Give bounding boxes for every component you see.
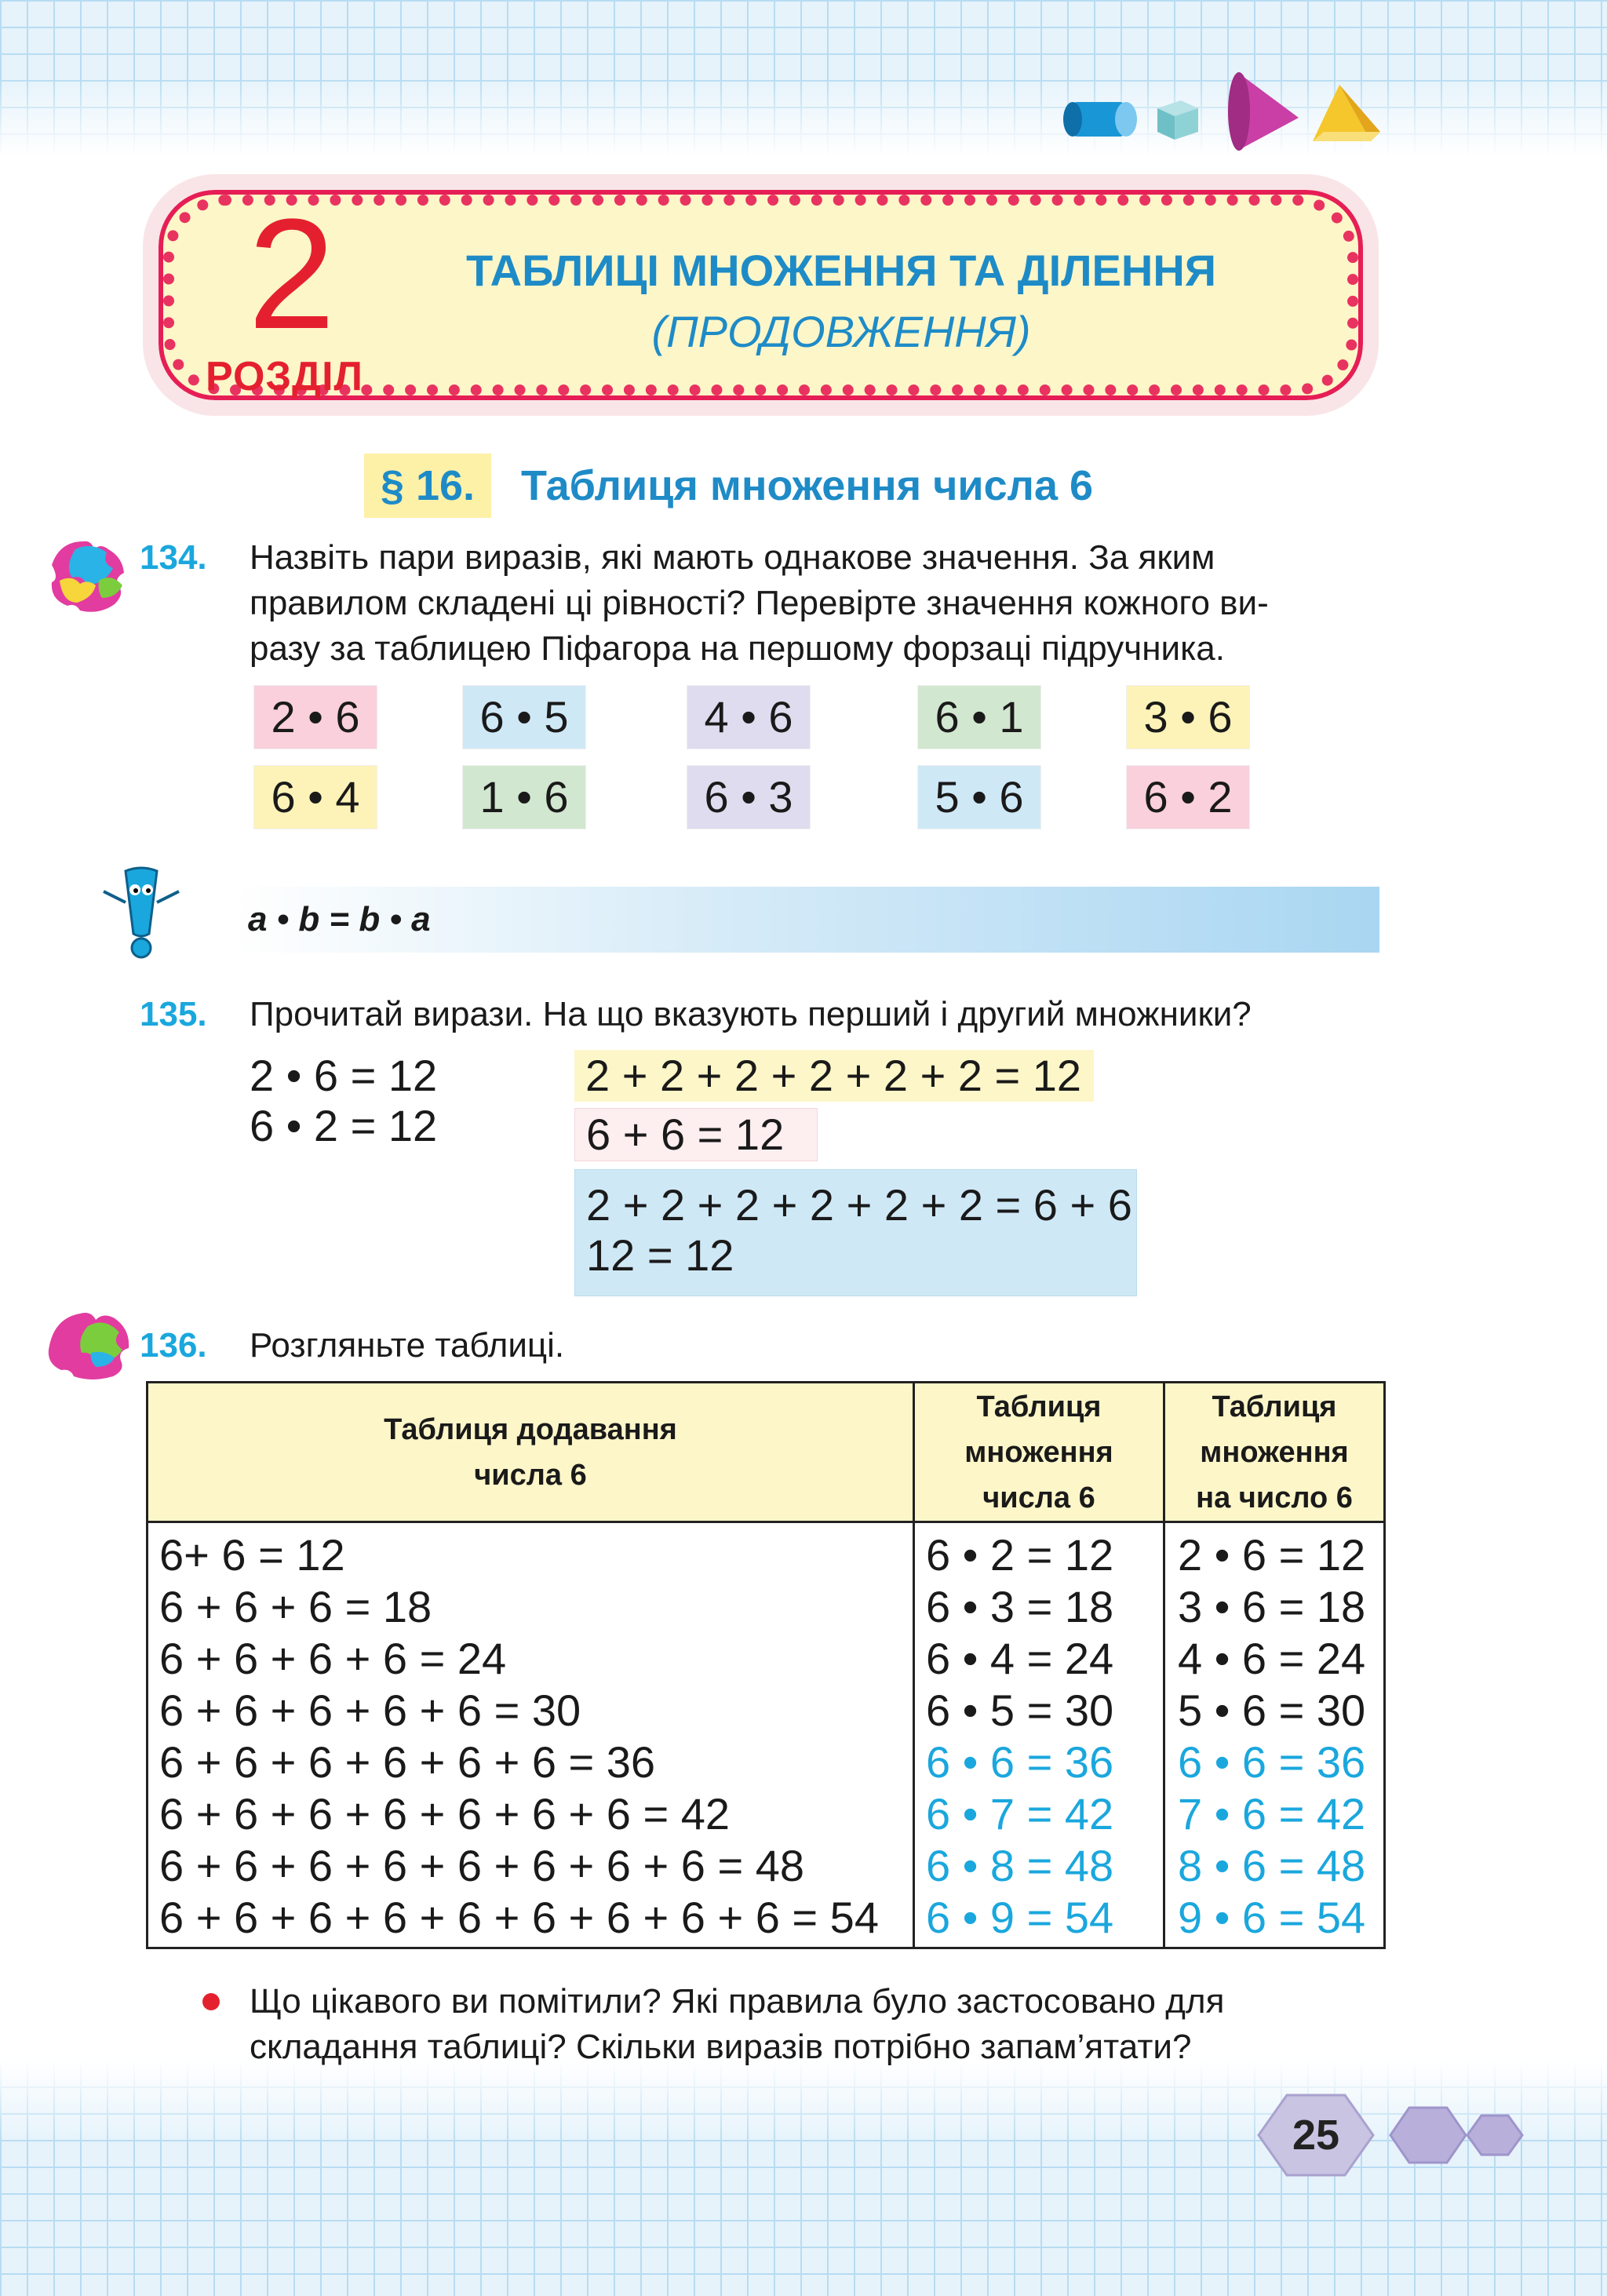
table-row: 4 • 6 = 24 — [1178, 1634, 1366, 1683]
table-row: 6 + 6 + 6 + 6 + 6 = 30 — [159, 1686, 581, 1735]
comparison-box — [574, 1169, 1137, 1296]
puzzle-icon — [44, 1303, 138, 1381]
question-line-2: складання таблиці? Скільки виразів потрібно запам’ятати? — [250, 2028, 1192, 2066]
cylinder-icon — [1063, 102, 1137, 137]
expression-chip: 6 • 1 — [918, 686, 1040, 749]
table-row: 6 • 4 = 24 — [926, 1634, 1114, 1683]
exclamation-mascot-icon — [94, 863, 188, 965]
table-row: 6 • 7 = 42 — [926, 1789, 1114, 1839]
geometric-shapes — [1063, 63, 1393, 157]
sum-of-sixes: 6 + 6 = 12 — [574, 1108, 818, 1161]
header-line: числа 6 — [474, 1458, 587, 1492]
expression-chip: 1 • 6 — [463, 766, 585, 829]
header-line: Таблиця — [976, 1390, 1102, 1423]
table-row: 6 • 2 = 12 — [926, 1530, 1114, 1580]
table-row: 6 • 8 = 48 — [926, 1841, 1114, 1890]
table-row: 6 + 6 + 6 + 6 + 6 + 6 + 6 + 6 + 6 = 54 — [159, 1893, 879, 1942]
cone-icon — [1228, 72, 1299, 151]
header-line: числа 6 — [982, 1481, 1095, 1514]
expression-chip: 6 • 5 — [463, 686, 585, 749]
table-row: 6 • 6 = 36 — [926, 1737, 1114, 1787]
puzzle-icon — [44, 534, 138, 612]
table-row: 6 + 6 + 6 + 6 + 6 + 6 + 6 + 6 = 48 — [159, 1841, 805, 1890]
exercise-134-line-2: правилом складені ці рівності? Перевірте значення кожного ви- — [250, 584, 1269, 622]
header-line: множення — [1200, 1435, 1349, 1469]
chapter-label: РОЗДІЛ — [206, 354, 363, 399]
exercise-134-line-3: разу за таблицею Піфагора на першому форзаці підручника. — [250, 629, 1225, 668]
addition-table-column — [148, 1383, 913, 1947]
equation-2x6: 2 • 6 = 12 — [250, 1051, 438, 1100]
table-row: 6+ 6 = 12 — [159, 1530, 345, 1580]
table-row: 3 • 6 = 18 — [1178, 1582, 1366, 1631]
chapter-title: ТАБЛИЦІ МНОЖЕННЯ ТА ДІЛЕННЯ — [465, 246, 1217, 295]
multiplication-tables — [146, 1381, 1386, 1949]
mult-by-6-body — [1165, 1523, 1383, 1947]
table-row: 6 + 6 + 6 + 6 = 24 — [159, 1634, 507, 1683]
sum-of-twos: 2 + 2 + 2 + 2 + 2 + 2 = 12 — [574, 1050, 1094, 1102]
table-row: 6 • 3 = 18 — [926, 1582, 1114, 1631]
exercise-136-text: Розгляньте таблиці. — [250, 1326, 565, 1365]
expression-chip: 5 • 6 — [918, 766, 1040, 829]
bullet-point — [202, 1993, 220, 2010]
table-row: 6 + 6 + 6 + 6 + 6 + 6 = 36 — [159, 1737, 656, 1787]
rule-box — [232, 887, 1379, 953]
table-row: 8 • 6 = 48 — [1178, 1841, 1366, 1890]
commutative-rule: a • b = b • a — [248, 900, 431, 938]
pyramid-icon — [1313, 85, 1380, 141]
mult-of-6-body — [915, 1523, 1163, 1947]
question-line-1: Що цікавого ви помітили? Які правила було застосовано для — [250, 1982, 1225, 2021]
exercise-134-number: 134. — [140, 538, 207, 577]
exercise-135-question: Прочитай вирази. На що вказують перший і другий множники? — [250, 995, 1252, 1033]
expression-chip: 6 • 2 — [1127, 766, 1249, 829]
table-row: 9 • 6 = 54 — [1178, 1893, 1366, 1942]
table-row: 2 • 6 = 12 — [1178, 1530, 1366, 1580]
section-title: Таблиця множення числа 6 — [521, 462, 1094, 509]
expression-chip: 2 • 6 — [254, 686, 377, 749]
page-number: 25 — [1292, 2112, 1340, 2159]
chapter-number: 2 — [248, 187, 336, 362]
exercise-134-line-1: Назвіть пари виразів, які мають однакове значення. За яким — [250, 538, 1215, 577]
header-line: Таблиця додавання — [384, 1412, 677, 1446]
exercise-136-number: 136. — [140, 1326, 207, 1365]
table-row: 5 • 6 = 30 — [1178, 1686, 1366, 1735]
comparison-line-1: 2 + 2 + 2 + 2 + 2 + 2 = 6 + 6 — [586, 1180, 1132, 1230]
expression-chip: 4 • 6 — [687, 686, 810, 749]
table-row: 6 + 6 + 6 + 6 + 6 + 6 + 6 = 42 — [159, 1789, 731, 1839]
section-number: § 16. — [364, 454, 491, 518]
addition-table-header — [148, 1383, 913, 1523]
mult-of-6-column — [915, 1383, 1163, 1947]
chapter-banner — [143, 174, 1379, 416]
table-row: 7 • 6 = 42 — [1178, 1789, 1366, 1839]
exercise-135-number: 135. — [140, 995, 207, 1033]
mult-of-6-header — [915, 1383, 1163, 1523]
mult-by-6-column — [1165, 1383, 1383, 1947]
table-row: 6 • 5 = 30 — [926, 1686, 1114, 1735]
comparison-line-2: 12 = 12 — [586, 1230, 734, 1280]
equation-6x2: 6 • 2 = 12 — [250, 1101, 438, 1150]
header-line: Таблиця — [1212, 1390, 1337, 1423]
header-line: на число 6 — [1196, 1481, 1353, 1514]
cube-icon — [1157, 100, 1198, 140]
table-row: 6 + 6 + 6 = 18 — [159, 1582, 432, 1631]
chapter-subtitle: (ПРОДОВЖЕННЯ) — [651, 307, 1031, 356]
header-line: множення — [964, 1435, 1113, 1469]
table-row: 6 • 6 = 36 — [1178, 1737, 1366, 1787]
expression-chip: 6 • 4 — [254, 766, 377, 829]
table-row: 6 • 9 = 54 — [926, 1893, 1114, 1942]
addition-table-body — [148, 1523, 913, 1947]
mult-by-6-header — [1165, 1383, 1383, 1523]
expression-chip: 6 • 3 — [687, 766, 810, 829]
expression-chip: 3 • 6 — [1127, 686, 1249, 749]
